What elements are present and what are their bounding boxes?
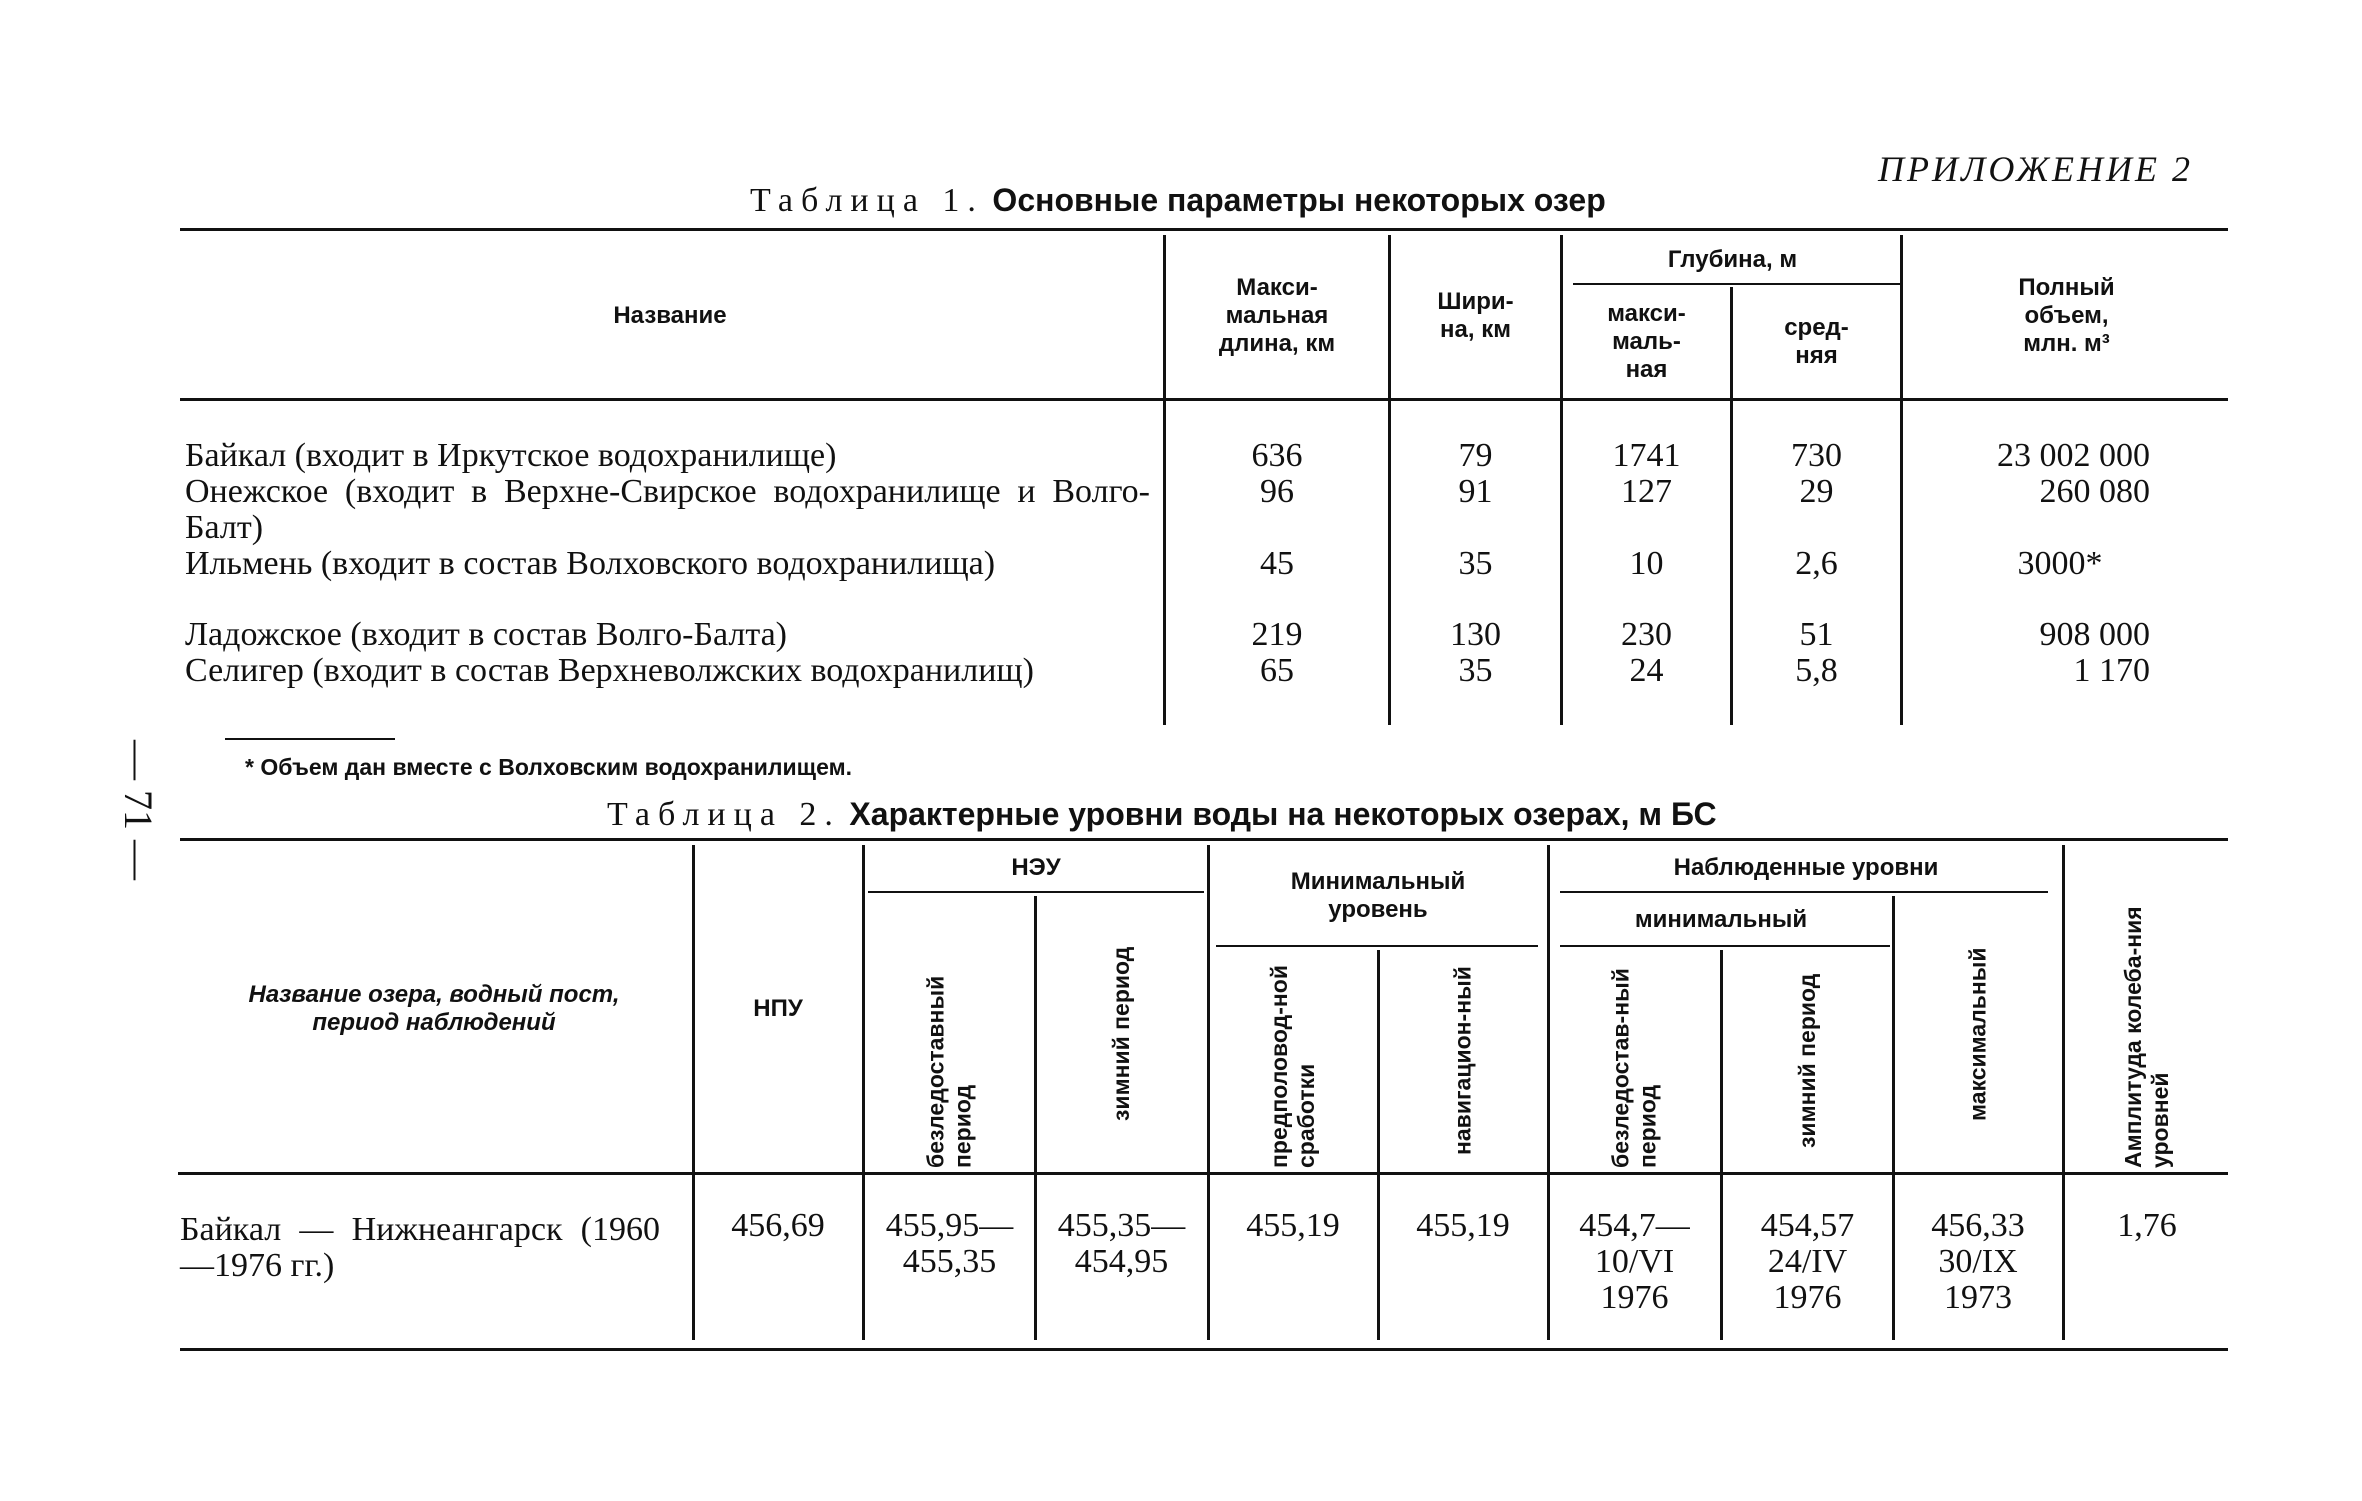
table2-header-rule: [178, 1172, 2228, 1175]
table1-row-depth-max: 230: [1621, 616, 1672, 653]
table2-header-obs-free: безледостав-ный период: [1607, 968, 1661, 1168]
table1-row-depth-max: 127: [1621, 473, 1672, 510]
table1-row-width: 35: [1458, 652, 1493, 689]
table1-row-name: Ладожское (входит в состав Волго-Балта): [185, 616, 788, 653]
table1-col-rule: [1730, 287, 1733, 725]
table2-col-rule: [1547, 845, 1550, 1340]
table2-observed-rule: [1560, 891, 2048, 893]
table2-col-rule: [1377, 950, 1380, 1340]
table1-row-volume: 908 000: [2039, 616, 2150, 653]
table1-header-depth: Глубина, м: [1667, 246, 1798, 273]
table2-header-min-nav: навигацион-ный: [1449, 966, 1476, 1155]
table1-row-depth-avg: 29: [1799, 473, 1834, 510]
table1-row-volume: 260 080: [2039, 473, 2150, 510]
table1-row-length: 65: [1260, 652, 1294, 689]
table2-col-rule: [2062, 845, 2065, 1340]
table1-row-length: 45: [1260, 545, 1294, 582]
table1-row-depth-avg: 730: [1791, 437, 1842, 474]
table2-col-rule: [692, 845, 695, 1340]
table1-row-depth-avg: 5,8: [1795, 652, 1838, 689]
table1-row-width: 91: [1458, 473, 1493, 510]
table1-header-rule: [180, 398, 2228, 401]
table1-col-rule: [1560, 235, 1563, 725]
table2-header-obs-winter: зимний период: [1794, 973, 1820, 1148]
table2-neu-rule: [868, 891, 1204, 893]
table1-row-length: 636: [1251, 437, 1303, 474]
table1-header-name: Название: [613, 302, 727, 329]
table2-row-npu: 456,69: [731, 1207, 825, 1244]
table1-row-depth-max: 1741: [1612, 437, 1681, 474]
table1-caption: [750, 182, 1606, 220]
page-number: — 71 —: [116, 740, 161, 880]
table2-col-rule: [862, 845, 865, 1340]
table1-caption-title: Основные параметры некоторых озер: [992, 182, 1606, 218]
table1-row-width: 35: [1458, 545, 1493, 582]
table2-row-amplitude: 1,76: [2117, 1207, 2177, 1244]
table2-bottom-rule: [180, 1348, 2228, 1351]
table1-row-name: Онежское (входит в Верхне-Свирское водохранилище и Волго-Балт): [185, 473, 1150, 546]
table2-caption-lead: Таблица 2.: [607, 796, 841, 833]
table2-header-observed: Наблюденные уровни: [1673, 854, 1939, 881]
table2-caption-title: Характерные уровни воды на некоторых озерах, м БС: [849, 796, 1717, 832]
appendix-label: ПРИЛОЖЕНИЕ 2: [1878, 149, 2193, 189]
table1-row-depth-avg: 51: [1799, 616, 1834, 653]
footnote-rule: [225, 738, 395, 740]
table2-row-obs-max: 456,33 30/IX 1973: [1931, 1207, 2025, 1316]
table1-row-volume: 23 002 000: [1997, 437, 2150, 474]
table2-observed-min-rule: [1560, 945, 1890, 947]
table2-row-name: Байкал — Нижнеангарск (1960—1976 гг.): [180, 1211, 660, 1284]
table1-row-depth-max: 10: [1629, 545, 1664, 582]
table2-row-neu-free: 455,95— 455,35: [885, 1207, 1014, 1280]
table2-col-rule: [1892, 896, 1895, 1340]
table2-header-obs-max: максимальный: [1964, 947, 1991, 1121]
table2-row-obs-winter: 454,57 24/IV 1976: [1760, 1207, 1855, 1316]
table1-footnote: * Объем дан вместе с Волховским водохранилищем.: [245, 754, 852, 780]
table1-row-volume: 3000*: [2017, 545, 2103, 582]
table2-col-rule: [1034, 896, 1037, 1340]
table1-header-depth-max: макси- маль- ная: [1607, 300, 1686, 383]
table1-col-rule: [1900, 235, 1903, 725]
table2-row-neu-winter: 455,35— 454,95: [1057, 1207, 1186, 1280]
table1-header-max-length: Макси- мальная длина, км: [1218, 274, 1336, 357]
table2-row-min-nav: 455,19: [1416, 1207, 1510, 1244]
table1-header-width: Шири- на, км: [1437, 288, 1514, 343]
table1-col-rule: [1163, 235, 1166, 725]
table2-row-obs-free: 454,7— 10/VI 1976: [1579, 1207, 1690, 1316]
table2-col-rule: [1720, 950, 1723, 1340]
table1-caption-lead: Таблица 1.: [750, 182, 984, 219]
table2-header-min-pre-flood: предполовод-ной сработки: [1266, 965, 1319, 1168]
table2-header-min-level: Минимальный уровень: [1290, 867, 1466, 923]
table1-row-volume: 1 170: [2073, 652, 2150, 689]
table1-row-name: Селигер (входит в состав Верхневолжских водохранилищ): [185, 652, 1034, 689]
table2-min-rule: [1216, 945, 1538, 947]
table2-header-neu: НЭУ: [1011, 854, 1061, 881]
table2-row-min-pre-flood: 455,19: [1246, 1207, 1340, 1244]
table2-header-neu-winter: зимний период: [1108, 946, 1134, 1122]
table1-row-width: 79: [1458, 437, 1493, 474]
table2-top-rule: [180, 838, 2228, 841]
table1-top-rule: [180, 228, 2228, 231]
table1-row-width: 130: [1450, 616, 1501, 653]
table1-row-depth-avg: 2,6: [1795, 545, 1838, 582]
table2-header-name: Название озера, водный пост, период наблюдений: [248, 981, 620, 1036]
table1-row-length: 219: [1251, 616, 1303, 653]
table1-col-rule: [1388, 235, 1391, 725]
table2-col-rule: [1207, 845, 1210, 1340]
table2-header-amplitude: Амплитуда колеба-ния уровней: [2120, 906, 2173, 1168]
table1-row-depth-max: 24: [1629, 652, 1664, 689]
table1-row-length: 96: [1260, 473, 1294, 510]
table1-row-name: Байкал (входит в Иркутское водохранилище): [185, 437, 837, 474]
table1-header-volume: Полный объем, млн. м³: [2018, 274, 2115, 357]
table1-row-name: Ильмень (входит в состав Волховского водохранилища): [185, 545, 996, 582]
table1-header-depth-avg: сред- няя: [1784, 314, 1849, 369]
table2-caption: [607, 796, 1717, 834]
table2-header-npu: НПУ: [753, 995, 803, 1022]
table2-header-observed-min: минимальный: [1634, 906, 1808, 933]
table2-header-neu-free: безледоставный период: [922, 975, 976, 1168]
